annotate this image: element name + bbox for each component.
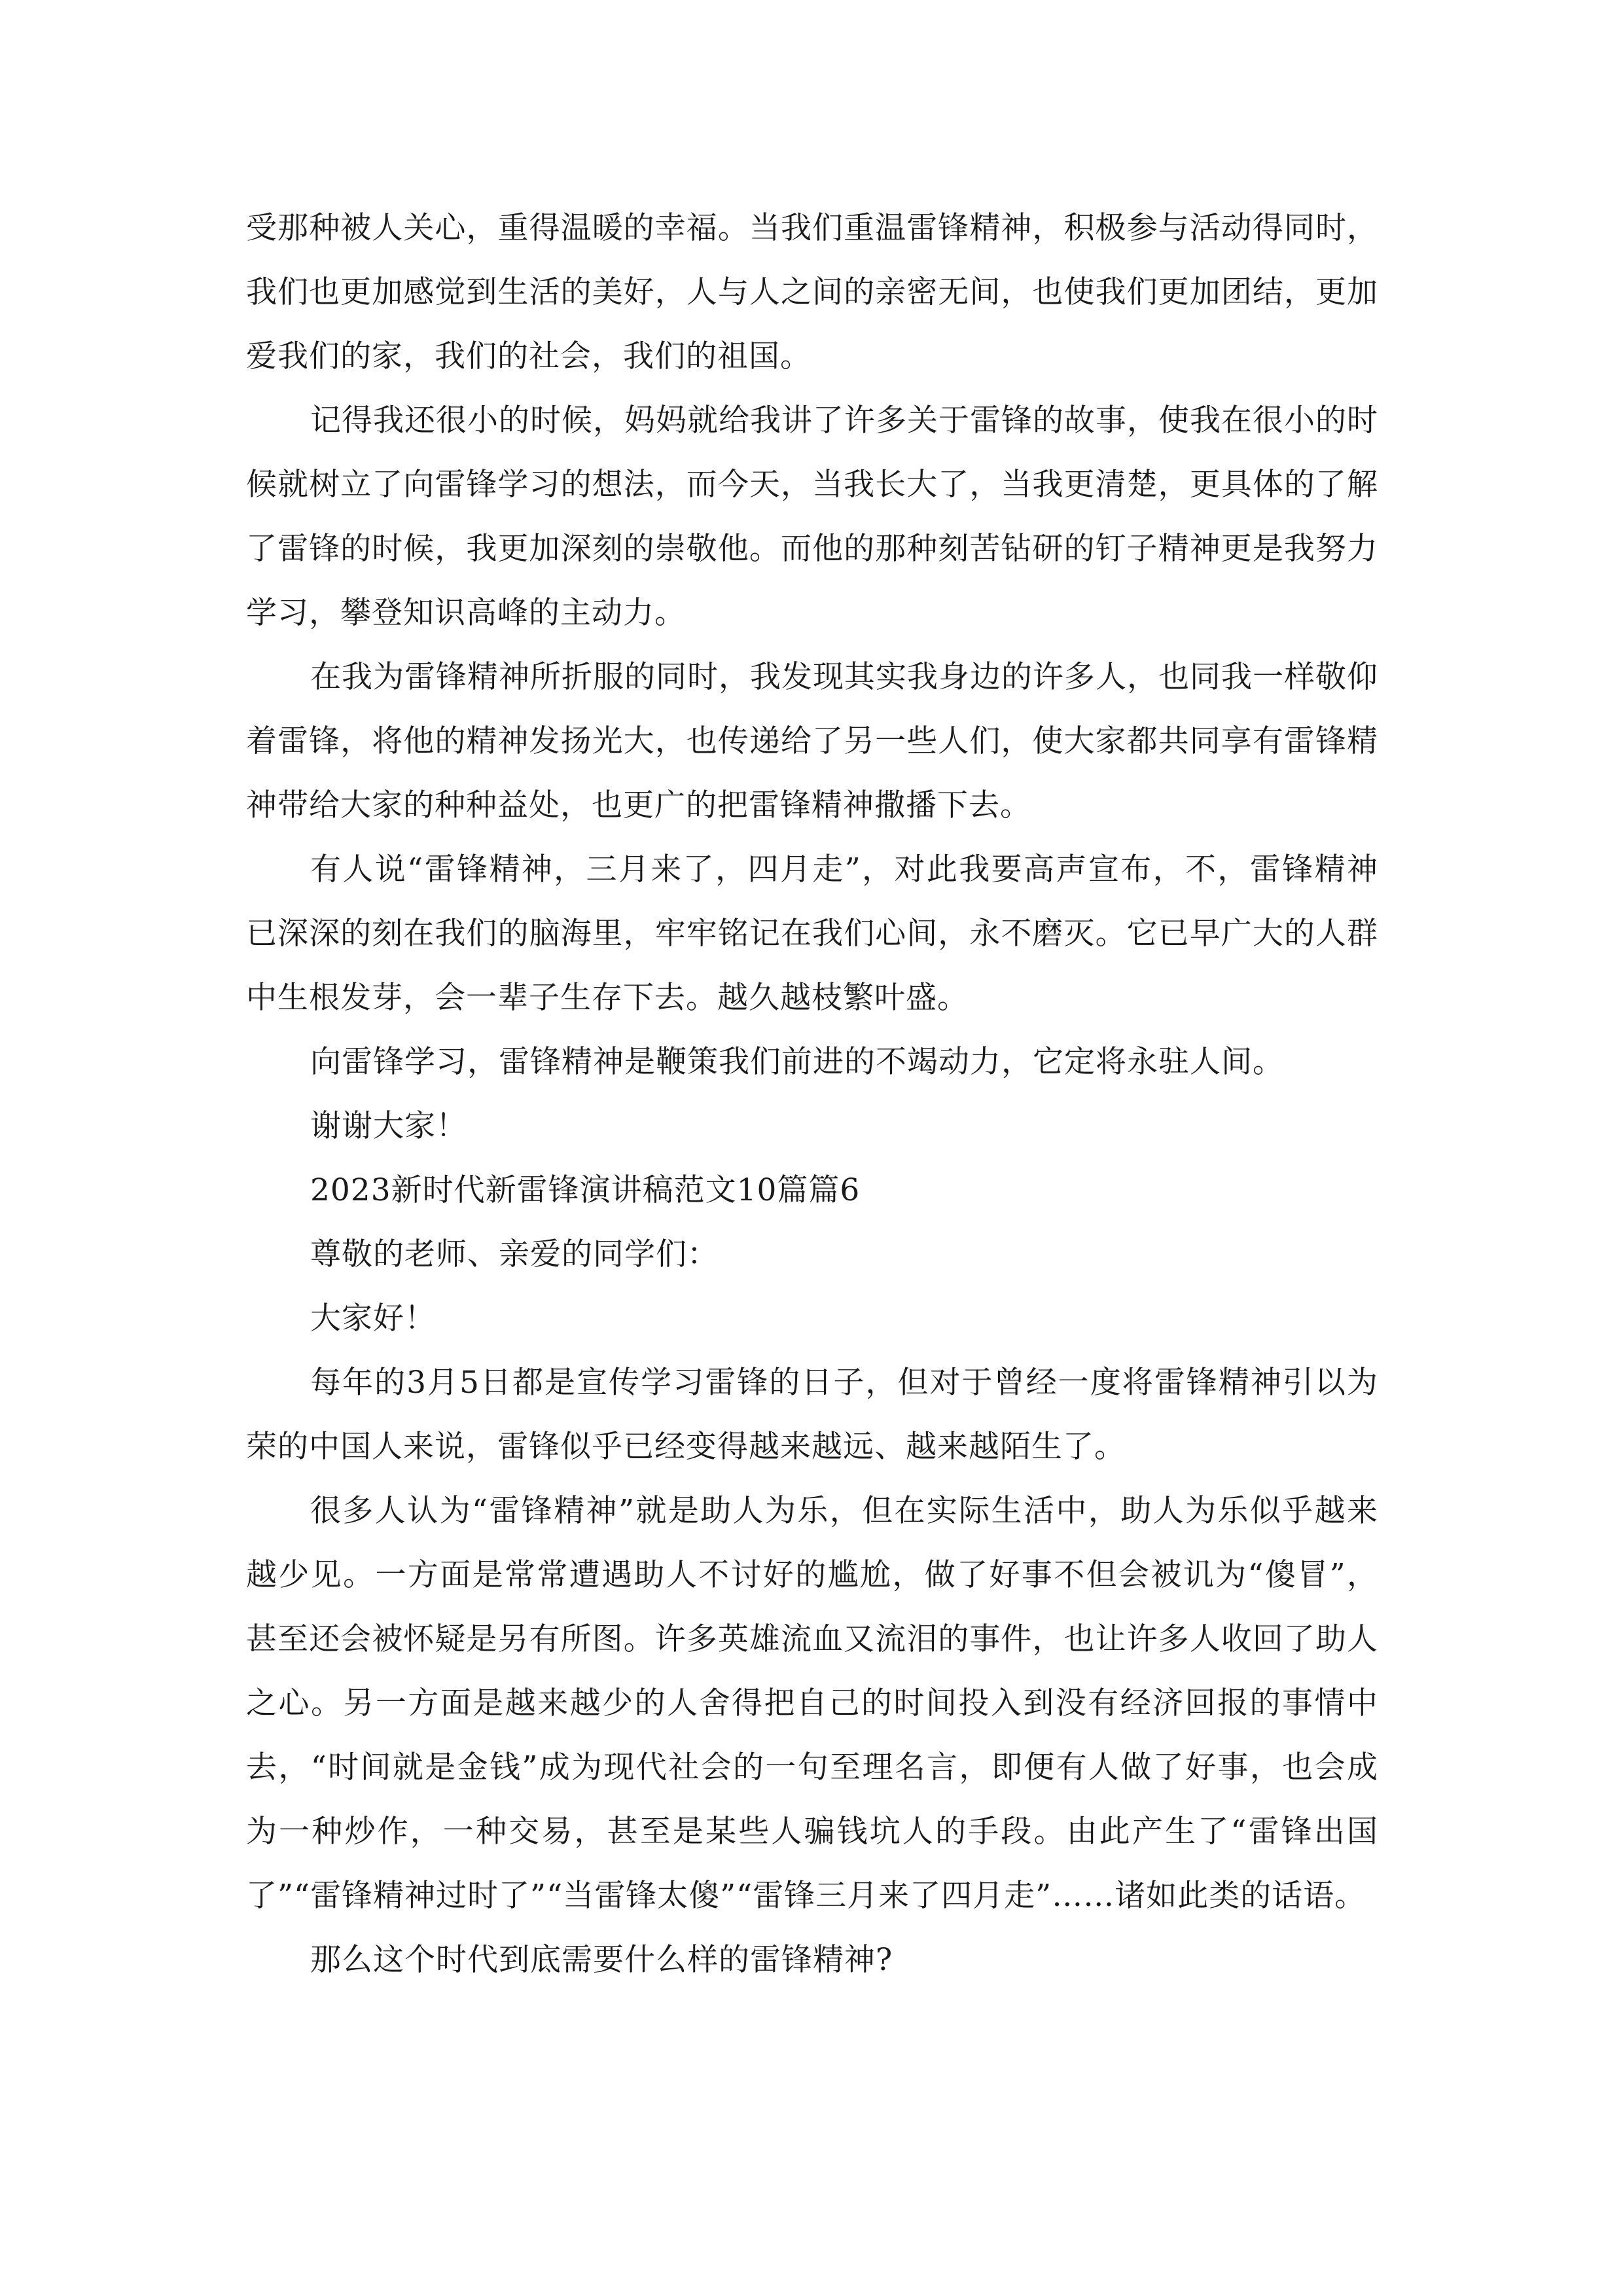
paragraph: 记得我还很小的时候，妈妈就给我讲了许多关于雷锋的故事，使我在很小的时候就树立了向雷锋学习的想法，而今天，当我长大了，当我更清楚，更具体的了解了雷锋的时候，我更加深刻的崇敬他。而他的那种刻苦钻研的钉子精神更是我努力学习，攀登知识高峰的主动力。: [246, 403, 1378, 631]
document-page: [246, 196, 1378, 1992]
paragraph: 每年的3月5日都是宣传学习雷锋的日子，但对于曾经一度将雷锋精神引以为荣的中国人来说，雷锋似乎已经变得越来越远、越来越陌生了。: [246, 1365, 1378, 1465]
salutation: 尊敬的老师、亲爱的同学们：: [310, 1236, 719, 1272]
closing-thanks: 谢谢大家！: [310, 1108, 467, 1144]
paragraph: 向雷锋学习，雷锋精神是鞭策我们前进的不竭动力，它定将永驻人间。: [310, 1044, 1284, 1080]
greeting: 大家好！: [310, 1300, 436, 1336]
paragraph: 那么这个时代到底需要什么样的雷锋精神?: [310, 1942, 893, 1978]
paragraph-continued: 受那种被人关心，重得温暖的幸福。当我们重温雷锋精神，积极参与活动得同时，我们也更加感觉到生活的美好，人与人之间的亲密无间，也使我们更加团结，更加爱我们的家，我们的社会，我们的祖国。: [246, 210, 1378, 374]
paragraph: 很多人认为“雷锋精神”就是助人为乐，但在实际生活中，助人为乐似乎越来越少见。一方面是常常遭遇助人不讨好的尴尬，做了好事不但会被讥为“傻冒”，甚至还会被怀疑是另有所图。许多英雄流血又流泪的事件，也让许多人收回了助人之心。另一方面是越来越少的人舍得把自己的时间投入到没有经济回报的事情中去，“时间就是金钱”成为现代社会的一句至理名言，即便有人做了好事，也会成为一种炒作，一种交易，甚至是某些人骗钱坑人的手段。由此产生了“雷锋出国了”“雷锋精神过时了”“当雷锋太傻”“雷锋三月来了四月走”……诸如此类的话语。: [246, 1493, 1378, 1914]
paragraph: 在我为雷锋精神所折服的同时，我发现其实我身边的许多人，也同我一样敬仰着雷锋，将他的精神发扬光大，也传递给了另一些人们，使大家都共同享有雷锋精神带给大家的种种益处，也更广的把雷锋精神撒播下去。: [246, 659, 1378, 823]
section-heading: 2023新时代新雷锋演讲稿范文10篇篇6: [310, 1172, 861, 1208]
paragraph: 有人说“雷锋精神，三月来了，四月走”，对此我要高声宣布，不，雷锋精神已深深的刻在我们的脑海里，牢牢铭记在我们心间，永不磨灭。它已早广大的人群中生根发芽，会一辈子生存下去。越久越枝繁叶盛。: [246, 852, 1378, 1016]
